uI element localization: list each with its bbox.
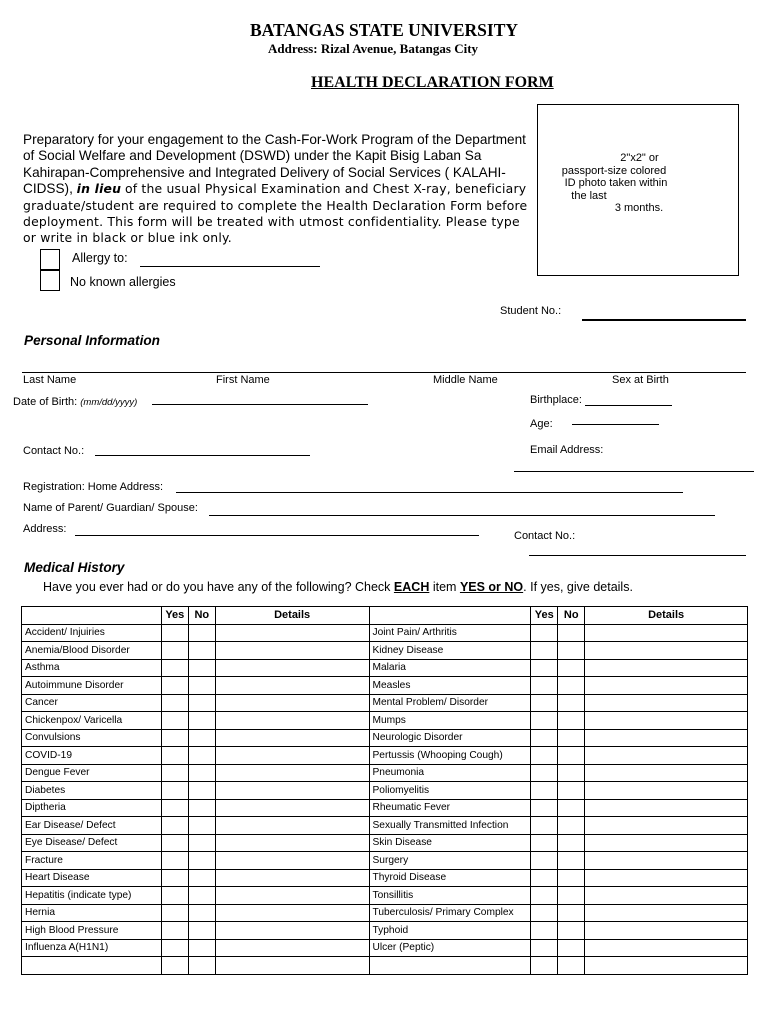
no-checkbox-cell[interactable] [558, 642, 585, 660]
yes-checkbox-cell[interactable] [161, 834, 188, 852]
contact-label: Contact No.: [23, 445, 85, 457]
details-cell[interactable] [215, 817, 369, 835]
yes-checkbox-cell[interactable] [161, 694, 188, 712]
condition-cell: Tonsillitis [369, 887, 531, 905]
yes-checkbox-cell[interactable] [161, 677, 188, 695]
no-checkbox-cell[interactable] [558, 694, 585, 712]
details-cell[interactable] [585, 834, 748, 852]
table-row [22, 642, 748, 660]
details-cell[interactable] [585, 817, 748, 835]
yes-checkbox-cell[interactable] [531, 782, 558, 800]
no-checkbox-cell[interactable] [188, 817, 215, 835]
yes-checkbox-cell[interactable] [161, 659, 188, 677]
yes-checkbox-cell[interactable] [161, 869, 188, 887]
no-checkbox-cell[interactable] [188, 939, 215, 957]
no-checkbox-cell[interactable] [558, 747, 585, 765]
yes-checkbox-cell[interactable] [531, 799, 558, 817]
id-photo-box[interactable] [537, 104, 739, 276]
condition-cell: Asthma [22, 659, 162, 677]
condition-cell: Pneumonia [369, 764, 531, 782]
intro-part1: Preparatory for your engagement to the Cash-For-Work Program of the Department of Social Welfare and Development (DSWD) under the Kapit Bisig Laban Sa Kahirapan-Comprehensive and Integrated Delivery of Social Services ( KALAHI-CIDSS), [23, 132, 526, 197]
yes-checkbox-cell[interactable] [531, 642, 558, 660]
details-cell[interactable] [585, 922, 748, 940]
yes-checkbox-cell[interactable] [161, 939, 188, 957]
yes-checkbox-cell[interactable] [161, 624, 188, 642]
condition-cell: Influenza A(H1N1) [22, 939, 162, 957]
condition-cell: Anemia/Blood Disorder [22, 642, 162, 660]
details-cell[interactable] [215, 782, 369, 800]
yes-checkbox-cell[interactable] [531, 939, 558, 957]
email-label: Email Address: [530, 444, 604, 456]
yes-checkbox-cell[interactable] [531, 712, 558, 730]
no-known-allergies-label: No known allergies [70, 275, 176, 289]
yes-checkbox-cell[interactable] [161, 817, 188, 835]
details-cell[interactable] [215, 659, 369, 677]
condition-cell: Hernia [22, 904, 162, 922]
university-title: BATANGAS STATE UNIVERSITY [249, 20, 519, 40]
condition-cell: Pertussis (Whooping Cough) [369, 747, 531, 765]
table-row [22, 677, 748, 695]
no-checkbox-cell[interactable] [188, 887, 215, 905]
table-row [22, 764, 748, 782]
header-yes: Yes [161, 607, 188, 625]
no-checkbox-cell[interactable] [188, 869, 215, 887]
table-row [22, 712, 748, 730]
no-checkbox-cell[interactable] [558, 904, 585, 922]
details-cell[interactable] [215, 677, 369, 695]
contact-field[interactable] [95, 455, 310, 456]
yes-checkbox-cell[interactable] [161, 957, 188, 975]
details-cell[interactable] [585, 694, 748, 712]
no-checkbox-cell[interactable] [558, 712, 585, 730]
table-row [22, 747, 748, 765]
details-cell[interactable] [585, 782, 748, 800]
no-checkbox-cell[interactable] [188, 677, 215, 695]
table-row [22, 817, 748, 835]
parent-label: Name of Parent/ Guardian/ Spouse: [23, 502, 198, 514]
header-condition [22, 607, 162, 625]
name-field-line[interactable] [22, 372, 746, 373]
medical-instructions [43, 580, 633, 594]
no-checkbox-cell[interactable] [188, 642, 215, 660]
details-cell[interactable] [585, 939, 748, 957]
instr-each: EACH [393, 580, 430, 594]
dob-label [13, 396, 137, 408]
yes-checkbox-cell[interactable] [531, 624, 558, 642]
no-checkbox-cell[interactable] [188, 712, 215, 730]
no-checkbox-cell[interactable] [558, 659, 585, 677]
no-checkbox-cell[interactable] [188, 799, 215, 817]
condition-cell: Hepatitis (indicate type) [22, 887, 162, 905]
no-checkbox-cell[interactable] [558, 817, 585, 835]
condition-cell: Malaria [369, 659, 531, 677]
condition-cell: Typhoid [369, 922, 531, 940]
allergy-to-field[interactable] [140, 266, 320, 267]
form-title: HEALTH DECLARATION FORM [311, 74, 554, 91]
details-cell[interactable] [215, 852, 369, 870]
condition-cell [22, 957, 162, 975]
intro-part2: of the usual Physical Examination and Chest X-ray, beneficiary graduate/student are required to complete the Health Declaration Form before deployment. This form will be treated with utmost confidentiality. Please type or write in black or blue ink only. [23, 181, 528, 246]
no-checkbox-cell[interactable] [188, 922, 215, 940]
condition-cell: Neurologic Disorder [369, 729, 531, 747]
header-yes: Yes [531, 607, 558, 625]
details-cell[interactable] [585, 887, 748, 905]
no-checkbox-cell[interactable] [558, 782, 585, 800]
yes-checkbox-cell[interactable] [161, 747, 188, 765]
no-checkbox-cell[interactable] [558, 852, 585, 870]
photo-text-line: passport-size colored [561, 164, 667, 177]
no-checkbox-cell[interactable] [188, 624, 215, 642]
details-cell[interactable] [585, 852, 748, 870]
personal-info-heading: Personal Information [24, 333, 160, 348]
parent-address-label: Address: [23, 523, 67, 535]
details-cell[interactable] [215, 729, 369, 747]
condition-cell: Eye Disease/ Defect [22, 834, 162, 852]
condition-cell: Convulsions [22, 729, 162, 747]
table-row [22, 834, 748, 852]
table-row [22, 904, 748, 922]
table-row [22, 957, 748, 975]
yes-checkbox-cell[interactable] [531, 904, 558, 922]
photo-text-line: 3 months. [614, 202, 664, 215]
first-name-label: First Name [216, 374, 270, 386]
photo-text-line: the last [571, 189, 607, 202]
no-checkbox-cell[interactable] [558, 922, 585, 940]
details-cell[interactable] [215, 747, 369, 765]
details-cell[interactable] [585, 799, 748, 817]
dob-text: Date of Birth: [13, 396, 78, 408]
medical-history-heading: Medical History [24, 560, 125, 575]
details-cell[interactable] [215, 887, 369, 905]
email-field[interactable] [514, 471, 754, 472]
condition-cell: Measles [369, 677, 531, 695]
details-cell[interactable] [585, 642, 748, 660]
no-checkbox-cell[interactable] [188, 694, 215, 712]
yes-checkbox-cell[interactable] [531, 764, 558, 782]
condition-cell: Accident/ Injuiries [22, 624, 162, 642]
yes-checkbox-cell[interactable] [531, 852, 558, 870]
details-cell[interactable] [215, 869, 369, 887]
no-checkbox-cell[interactable] [558, 677, 585, 695]
details-cell[interactable] [585, 764, 748, 782]
condition-cell: Sexually Transmitted Infection [369, 817, 531, 835]
condition-cell: Tuberculosis/ Primary Complex [369, 904, 531, 922]
condition-cell: Poliomyelitis [369, 782, 531, 800]
header-details: Details [215, 607, 369, 625]
medical-history-table [21, 606, 748, 975]
instr-pre: Have you ever had or do you have any of the following? Check [43, 580, 391, 594]
instr-mid: item [432, 580, 457, 594]
table-row [22, 852, 748, 870]
table-row [22, 729, 748, 747]
details-cell[interactable] [585, 712, 748, 730]
no-checkbox-cell[interactable] [558, 957, 585, 975]
sex-at-birth-label: Sex at Birth [612, 374, 669, 386]
yes-checkbox-cell[interactable] [531, 817, 558, 835]
photo-instructions [538, 152, 738, 215]
table-row [22, 799, 748, 817]
condition-cell: Diptheria [22, 799, 162, 817]
dob-format: (mm/dd/yyyy) [80, 397, 138, 408]
parent-address-field[interactable] [75, 535, 479, 536]
yes-checkbox-cell[interactable] [531, 694, 558, 712]
yes-checkbox-cell[interactable] [161, 904, 188, 922]
condition-cell: Fracture [22, 852, 162, 870]
no-checkbox-cell[interactable] [188, 957, 215, 975]
header-no: No [188, 607, 215, 625]
condition-cell: Kidney Disease [369, 642, 531, 660]
condition-cell: Skin Disease [369, 834, 531, 852]
condition-cell: Ear Disease/ Defect [22, 817, 162, 835]
details-cell[interactable] [215, 834, 369, 852]
no-checkbox-cell[interactable] [188, 747, 215, 765]
no-allergy-checkbox[interactable] [40, 270, 60, 291]
yes-checkbox-cell[interactable] [161, 712, 188, 730]
table-row [22, 659, 748, 677]
details-cell[interactable] [585, 659, 748, 677]
table-row [22, 624, 748, 642]
condition-cell: Diabetes [22, 782, 162, 800]
details-cell[interactable] [215, 694, 369, 712]
details-cell[interactable] [585, 747, 748, 765]
table-row [22, 782, 748, 800]
intro-in-lieu: in lieu [76, 181, 122, 197]
allergy-to-label: Allergy to: [72, 251, 128, 265]
no-checkbox-cell[interactable] [188, 904, 215, 922]
details-cell[interactable] [215, 957, 369, 975]
details-cell[interactable] [215, 624, 369, 642]
allergy-checkbox[interactable] [40, 249, 60, 270]
photo-text-line: 2"x2" or [620, 152, 659, 164]
header-details: Details [585, 607, 748, 625]
header-condition [369, 607, 531, 625]
yes-checkbox-cell[interactable] [531, 747, 558, 765]
table-row [22, 694, 748, 712]
table-row [22, 887, 748, 905]
birthplace-label: Birthplace: [530, 394, 582, 406]
photo-text-line: ID photo taken within [564, 177, 668, 190]
yes-checkbox-cell[interactable] [531, 922, 558, 940]
yes-checkbox-cell[interactable] [161, 852, 188, 870]
details-cell[interactable] [585, 729, 748, 747]
condition-cell: Heart Disease [22, 869, 162, 887]
condition-cell [369, 957, 531, 975]
student-no-label: Student No.: [500, 305, 562, 317]
condition-cell: Mumps [369, 712, 531, 730]
details-cell[interactable] [215, 712, 369, 730]
no-checkbox-cell[interactable] [188, 852, 215, 870]
yes-checkbox-cell[interactable] [161, 729, 188, 747]
no-checkbox-cell[interactable] [188, 782, 215, 800]
condition-cell: Dengue Fever [22, 764, 162, 782]
no-checkbox-cell[interactable] [558, 764, 585, 782]
condition-cell: Thyroid Disease [369, 869, 531, 887]
no-checkbox-cell[interactable] [558, 834, 585, 852]
no-checkbox-cell[interactable] [188, 659, 215, 677]
details-cell[interactable] [215, 764, 369, 782]
yes-checkbox-cell[interactable] [531, 869, 558, 887]
details-cell[interactable] [585, 624, 748, 642]
details-cell[interactable] [585, 904, 748, 922]
university-address: Address: Rizal Avenue, Batangas City [267, 41, 479, 56]
yes-checkbox-cell[interactable] [161, 642, 188, 660]
parent-contact-field[interactable] [529, 555, 746, 556]
details-cell[interactable] [215, 904, 369, 922]
yes-checkbox-cell[interactable] [531, 729, 558, 747]
yes-checkbox-cell[interactable] [161, 922, 188, 940]
details-cell[interactable] [215, 799, 369, 817]
instr-post: . If yes, give details. [523, 580, 633, 594]
table-row [22, 922, 748, 940]
yes-checkbox-cell[interactable] [161, 782, 188, 800]
last-name-label: Last Name [23, 374, 77, 386]
no-checkbox-cell[interactable] [188, 729, 215, 747]
parent-contact-label: Contact No.: [514, 530, 576, 542]
yes-checkbox-cell[interactable] [531, 659, 558, 677]
condition-cell: Cancer [22, 694, 162, 712]
yes-checkbox-cell[interactable] [531, 887, 558, 905]
age-field[interactable] [572, 424, 659, 425]
yes-checkbox-cell[interactable] [531, 957, 558, 975]
yes-checkbox-cell[interactable] [531, 677, 558, 695]
details-cell[interactable] [215, 939, 369, 957]
condition-cell: Joint Pain/ Arthritis [369, 624, 531, 642]
age-label: Age: [530, 418, 553, 430]
no-checkbox-cell[interactable] [558, 939, 585, 957]
parent-field[interactable] [209, 515, 715, 516]
home-address-field[interactable] [176, 492, 683, 493]
no-checkbox-cell[interactable] [188, 834, 215, 852]
birthplace-field[interactable] [585, 405, 672, 406]
header-no: No [558, 607, 585, 625]
details-cell[interactable] [585, 677, 748, 695]
yes-checkbox-cell[interactable] [531, 834, 558, 852]
table-row [22, 939, 748, 957]
details-cell[interactable] [215, 922, 369, 940]
details-cell[interactable] [215, 642, 369, 660]
details-cell[interactable] [585, 957, 748, 975]
condition-cell: COVID-19 [22, 747, 162, 765]
no-checkbox-cell[interactable] [558, 869, 585, 887]
instr-yesno: YES or NO [459, 580, 524, 594]
condition-cell: Rheumatic Fever [369, 799, 531, 817]
table-row [22, 869, 748, 887]
home-address-label: Registration: Home Address: [23, 481, 164, 493]
condition-cell: Surgery [369, 852, 531, 870]
table-header-row [22, 607, 748, 625]
student-no-field[interactable] [582, 319, 746, 321]
condition-cell: Mental Problem/ Disorder [369, 694, 531, 712]
yes-checkbox-cell[interactable] [161, 799, 188, 817]
no-checkbox-cell[interactable] [558, 729, 585, 747]
middle-name-label: Middle Name [433, 374, 498, 386]
no-checkbox-cell[interactable] [188, 764, 215, 782]
condition-cell: Ulcer (Peptic) [369, 939, 531, 957]
yes-checkbox-cell[interactable] [161, 764, 188, 782]
yes-checkbox-cell[interactable] [161, 887, 188, 905]
dob-field[interactable] [152, 404, 368, 405]
no-checkbox-cell[interactable] [558, 799, 585, 817]
details-cell[interactable] [585, 869, 748, 887]
condition-cell: Autoimmune Disorder [22, 677, 162, 695]
no-checkbox-cell[interactable] [558, 887, 585, 905]
condition-cell: High Blood Pressure [22, 922, 162, 940]
condition-cell: Chickenpox/ Varicella [22, 712, 162, 730]
no-checkbox-cell[interactable] [558, 624, 585, 642]
